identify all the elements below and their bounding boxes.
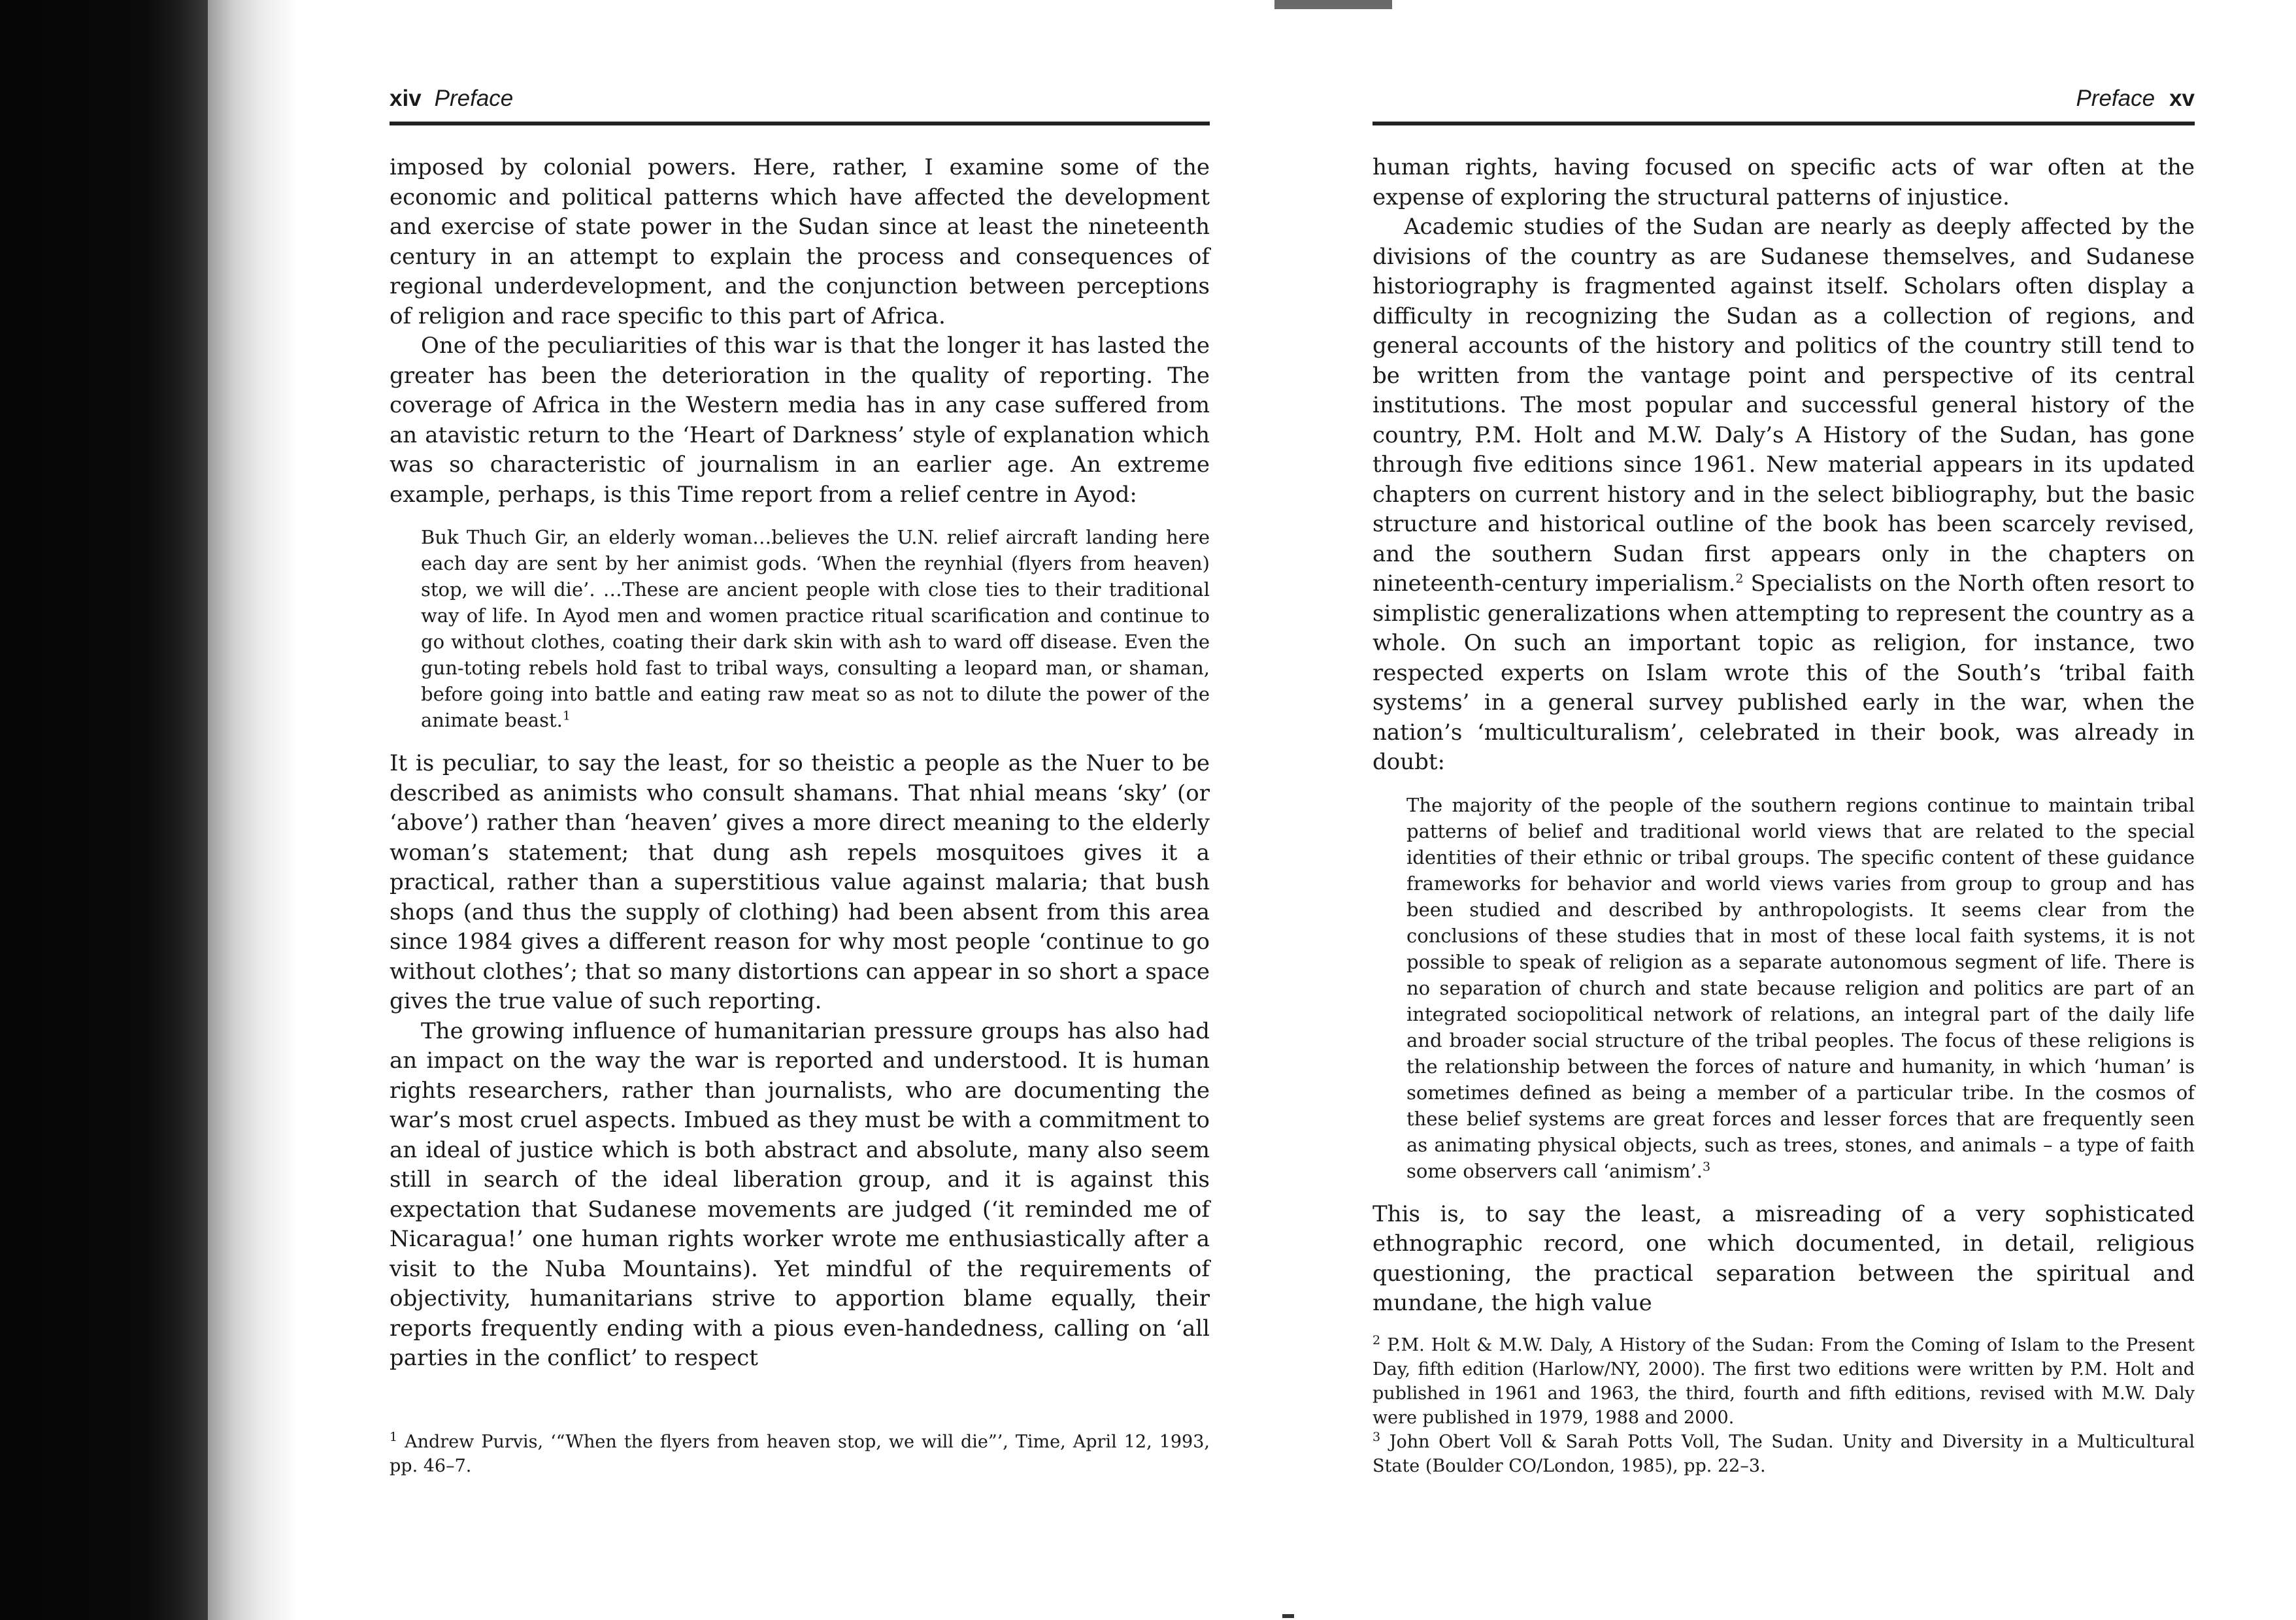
right-footnotes (1373, 1333, 2195, 1478)
footnote-number: 1 (390, 1430, 398, 1444)
bottom-binding-mark (1282, 1614, 1294, 1618)
left-footnotes (390, 1430, 1210, 1478)
left-paragraph: The growing influence of humanitarian pressure groups has also had an impact on the way the war is reported and understood. It is human rights researchers, rather than journalists, who are documenting the war’s most cruel aspects. Imbued as they must be with a commitment to an ideal of justice which is both abstract and absolute, many also seem still in search of the ideal liberation group, and it is against this expectation that Sudanese movements are judged (‘it reminded me of Nicaragua!’ one human rights worker wrote me enthusiastically after a visit to the Nuba Mountains). Yet mindful of the requirements of objectivity, humanitarians strive to apportion blame equally, their reports frequently ending with a pious even-handedness, calling on ‘all parties in the conflict’ to respect (390, 1017, 1210, 1371)
footnote-number: 3 (1373, 1430, 1381, 1444)
right-paragraph: This is, to say the least, a misreading of a very sophisticated ethnographic record, one which documented, in detail, religious questioning, the practical separation between the spiritual and mundane, the high value (1373, 1200, 2195, 1316)
left-header-title: Preface (434, 86, 514, 111)
left-block-quote-text: Buk Thuch Gir, an elderly woman…believes the U.N. relief aircraft landing here each day are sent by her animist gods. ‘When the reynhial (flyers from heaven) stop, we will die’. …These are ancient people with close ties to their traditional way of life. In Ayod men and women practice ritual scarification and continue to go without clothes, coating their dark skin with ash to ward off disease. Even the gun-toting rebels hold fast to tribal ways, consulting a leopard man, or shaman, before going into battle and eating raw meat so as not to dilute the power of the animate beast. (421, 526, 1210, 731)
left-block-quote (421, 524, 1210, 733)
right-paragraph-part: Specialists on the North often resort to simplistic generalizations when attempting to represent the country as a whole. On such an important topic as religion, for instance, two respected experts on Islam wrote this of the South’s ‘tribal faith systems’ in a general survey published early in the war, when the nation’s ‘multiculturalism’, celebrated in their book, was already in doubt: (1373, 570, 2195, 775)
footnote-number: 2 (1373, 1333, 1381, 1347)
footnote-ref: 1 (562, 708, 571, 723)
left-paragraph: imposed by colonial powers. Here, rather, I examine some of the economic and political patterns which have affected the development and exercise of state power in the Sudan since at least the nineteenth century in an attempt to explain the process and consequences of regional underdevelopment, and the conjunction between perceptions of religion and race specific to this part of Africa. (390, 154, 1210, 329)
right-block-quote-text: The majority of the people of the southern regions continue to maintain tribal patterns of belief and traditional world views that are related to the special identities of their ethnic or tribal groups. The specific content of these guidance frameworks for behavior and world views varies from group to group and has been studied and described by anthropologists. It seems clear from the conclusions of these studies that in most of these local faith systems, it is not possible to speak of religion as a separate autonomous segment of life. There is no separation of church and state because religion and politics are part of an integrated sociopolitical network of relations, an integral part of the daily life and broader social structure of the tribal peoples. The focus of these religions is the relationship between the forces of nature and humanity, in which ‘human’ is sometimes defined as being a member of a particular tribe. In the cosmos of these belief systems are great forces and lesser forces that are frequently seen as animating physical objects, such as trees, stones, and animals – a type of faith some observers call ‘animism’. (1406, 793, 2195, 1182)
right-body-text (1373, 153, 2195, 1319)
right-paragraph (1373, 212, 2195, 778)
left-paragraph: One of the peculiarities of this war is that the longer it has lasted the greater has been the deterioration in the quality of reporting. The coverage of Africa in the Western media has in any case suffered from an atavistic return to the ‘Heart of Darkness’ style of explanation which was so characteristic of journalism in an earlier age. An extreme example, perhaps, is this Time report from a relief centre in Ayod: (390, 333, 1210, 508)
footnote-ref: 3 (1703, 1159, 1711, 1174)
footnote-item (390, 1430, 1210, 1478)
footnote-text: John Obert Voll & Sarah Potts Voll, The Sudan. Unity and Diversity in a Multicultural State (Boulder CO/London, 1985), pp. 22–3. (1373, 1432, 2195, 1476)
right-paragraph: human rights, having focused on specific acts of war often at the expense of exploring the structural patterns of injustice. (1373, 154, 2195, 210)
footnote-item (1373, 1333, 2195, 1430)
footnote-item (1373, 1430, 2195, 1478)
right-running-header (1373, 82, 2195, 125)
left-body-text (390, 153, 1210, 1374)
footnote-text: Andrew Purvis, ‘“When the flyers from heaven stop, we will die”’, Time, April 12, 1993, pp. 46–7. (390, 1432, 1210, 1476)
footnote-ref: 2 (1735, 571, 1744, 586)
book-spine-gradient (208, 0, 299, 1620)
right-page (1373, 0, 2195, 1620)
left-paragraph: It is peculiar, to say the least, for so theistic a people as the Nuer to be described as animists who consult shamans. That nhial means ‘sky’ (or ‘above’) rather than ‘heaven’ gives a more direct meaning to the elderly woman’s statement; that dung ash repels mosquitoes gives it a practical, rather than a superstitious value against malaria; that bush shops (and thus the supply of clothing) had been absent from this area since 1984 gives a different reason for why most people ‘continue to go without clothes’; that so many distortions can appear in so short a space gives the true value of such reporting. (390, 750, 1210, 1014)
left-page (390, 0, 1210, 1620)
right-page-number: xv (2169, 86, 2195, 111)
footnote-text: P.M. Holt & M.W. Daly, A History of the Sudan: From the Coming of Islam to the Present Day, fifth edition (Harlow/NY, 2000). The first two editions were written by P.M. Holt and published in 1961 and 1963, the third, fourth and fifth editions, revised with M.W. Daly were published in 1979, 1988 and 2000. (1373, 1335, 2195, 1428)
right-header-title: Preface (2076, 86, 2155, 111)
left-running-header (390, 82, 1210, 125)
book-spine-shadow (0, 0, 208, 1620)
left-page-number: xiv (390, 86, 422, 111)
right-block-quote (1406, 792, 2195, 1184)
right-paragraph-part: Academic studies of the Sudan are nearly as deeply affected by the divisions of the country as are Sudanese themselves, and Sudanese historiography is fragmented against itself. Scholars often display a difficulty in recognizing the Sudan as a collection of regions, and general accounts of the history and politics of the country still tend to be written from the vantage point and perspective of its central institutions. The most popular and successful general history of the country, P.M. Holt and M.W. Daly’s A History of the Sudan, has gone through five editions since 1961. New material appears in its updated chapters on current history and in the select bibliography, but the basic structure and historical outline of the book has been scarcely revised, and the southern Sudan first appears only in the chapters on nineteenth-century imperialism. (1373, 214, 2195, 597)
